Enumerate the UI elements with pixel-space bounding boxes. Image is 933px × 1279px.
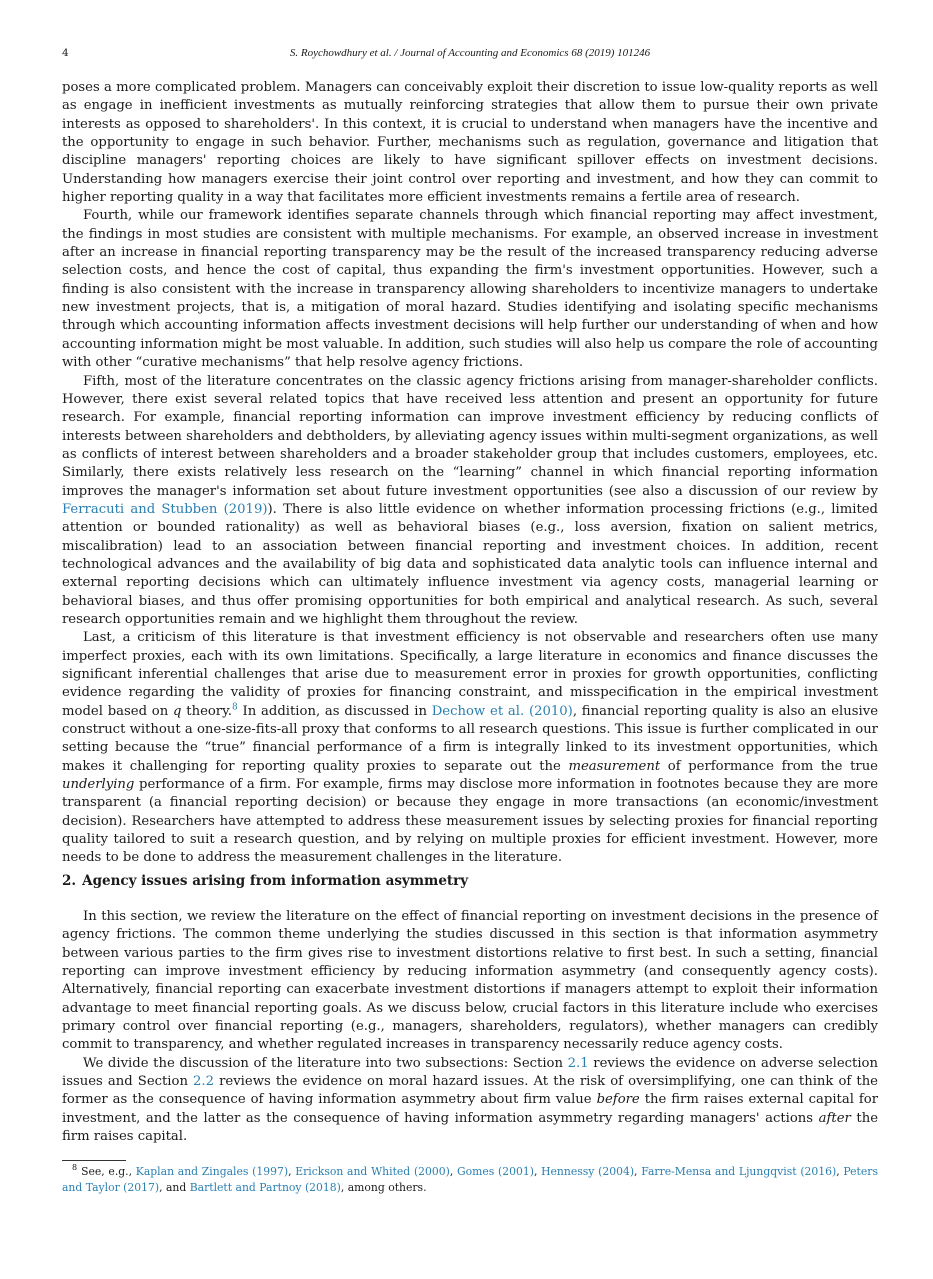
section-number: 2. xyxy=(62,873,77,889)
section-heading xyxy=(62,872,878,890)
page-header xyxy=(62,47,878,65)
section2-paragraph-1: In this section, we review the literature on the effect of financial reporting on investment decisions in the presence of agency frictions. The common theme underlying the studies discussed in this section is that information asymmetry between various parties to the firm gives rise to investment distortions relative to first best. In such a setting, financial reporting can improve investment efficiency by reducing information asymmetry (and consequently agency costs). Alternatively, financial reporting can exacerbate investment distortions if managers attempt to exploit their information advantage to meet financial reporting goals. As we discuss below, crucial factors in this literature include who exercises primary control over financial reporting (e.g., managers, shareholders, regulators), whether managers can credibly commit to transparency, and whether regulated increases in transparency necessarily reduce agency costs. xyxy=(62,909,878,1053)
citation-link-gomes[interactable]: Gomes (2001) xyxy=(457,1165,534,1178)
citation-link-hennessy[interactable]: Hennessy (2004) xyxy=(541,1165,635,1178)
section-link-2-1[interactable]: 2.1 xyxy=(567,1055,589,1071)
paragraph-fifth: Fifth, most of the literature concentrates on the classic agency frictions arising from manager-shareholder conflicts. However, there exist several related topics that have received less attention and present an opportunity for future research. For example, financial reporting information can improve investment efficiency by reducing conflicts of interests between shareholders and debtholders, by alleviating agency issues within multi-segment organizations, as well as conflicts of interest between shareholders and a broader stakeholder group that includes customers, employees, etc. Similarly, there exists relatively less research on the “learning” channel in which financial reporting information improves the manager's information set about future investment opportunities (see also a discussion of our review by Ferracuti and Stubben (2019)). There is also little evidence on whether information processing frictions (e.g., limited attention or bounded rationality) as well as behavioral biases (e.g., loss aversion, fixation on salient metrics, miscalibration) lead to an association between financial reporting and investment choices. In addition, recent technological advances and the availability of big data and sophisticated data analytic tools can influence internal and external reporting decisions which can ultimately influence investment via agency costs, managerial learning or behavioral biases, and thus offer promising opportunities for both empirical and analytical research. As such, several research opportunities remain and we highlight them throughout the review. xyxy=(62,373,879,627)
section-title: Agency issues arising from information asymmetry xyxy=(82,873,469,889)
q-italic: q xyxy=(173,703,182,719)
citation-link-bartlett[interactable]: Bartlett and Partnoy (2018) xyxy=(189,1181,341,1194)
paragraph-continued: poses a more complicated problem. Managers can conceivably exploit their discretion to issue low-quality reports as well as engage in inefficient investments as mutually reinforcing strategies that allow them to pursue their own private interests as opposed to shareholders'. In this context, it is crucial to understand when managers have the incentive and the opportunity to engage in such behavior. Further, mechanisms such as regulation, governance and litigation that discipline managers' reporting choices are likely to have significant spillover effects on investment decisions. Understanding how managers exercise their joint control over reporting and investment, and how they can commit to higher reporting quality in a way that facilitates more efficient investments remains a fertile area of research. xyxy=(62,80,878,206)
body-text-section-2 xyxy=(62,908,878,1146)
citation-link-kaplan[interactable]: Kaplan and Zingales (1997) xyxy=(135,1165,289,1178)
footnote-mark: 8 xyxy=(72,1163,78,1173)
body-text-section-1 xyxy=(62,79,878,868)
section2-paragraph-2: We divide the discussion of the literature into two subsections: Section 2.1 reviews the evidence on adverse selection issues and Section 2.2 reviews the evidence on moral hazard issues. At the risk of oversimplifying, one can think of the former as the consequence of having information asymmetry about firm value before the firm raises external capital for investment, and the latter as the consequence of having information asymmetry regarding managers' actions after the firm raises capital. xyxy=(62,1055,879,1145)
citation-link-farre-mensa[interactable]: Farre-Mensa and Ljungqvist (2016) xyxy=(641,1165,837,1178)
footnote-ref-8[interactable]: 8 xyxy=(232,702,238,713)
running-head: S. Roychowdhury et al. / Journal of Accounting and Economics 68 (2019) 101246 xyxy=(289,47,651,59)
page-number: 4 xyxy=(62,47,69,59)
paragraph-fourth: Fourth, while our framework identifies separate channels through which financial reporting may affect investment, the findings in most studies are consistent with multiple mechanisms. For example, an observed increase in investment after an increase in financial reporting transparency may be the result of the increased transparency reducing adverse selection costs, and hence the cost of capital, thus expanding the firm's investment opportunities. However, such a finding is also consistent with the increase in transparency allowing shareholders to incentivize managers to undertake new investment projects, that is, a mitigation of moral hazard. Studies identifying and isolating specific mechanisms through which accounting information affects investment decisions will help further our understanding of when and how accounting information might be most valuable. In addition, such studies will also help us compare the role of accounting with other “curative mechanisms” that help resolve agency frictions. xyxy=(62,208,878,371)
paragraph-last: Last, a criticism of this literature is that investment efficiency is not observable and researchers often use many imperfect proxies, each with its own limitations. Specifically, a large literature in economics and finance discusses the significant inferential challenges that arise due to measurement error in proxies for growth opportunities, conflicting evidence regarding the validity of proxies for financing constraint, and misspecification in the empirical investment model based on q theory.$^8$ In addition, as discussed in Dechow et al. (2010), financial reporting quality is also an elusive construct without a one-size-fits-all proxy that conforms to all research questions. This issue is further complicated in our setting because the “true” financial performance of a firm is integrally linked to its investment opportunities, which makes it challenging for reporting quality proxies to separate out the measurement of performance from the true underlying performance of a firm. For example, firms may disclose more information in footnotes because they are more transparent (a financial reporting decision) or because they engage in more transactions (an economic/investment decision). Researchers have attempted to address these measurement issues by selecting proxies for financial reporting quality tailored to suit a research question, and by relying on multiple proxies for efficient investment. However, more needs to be done to address the measurement challenges in the literature. xyxy=(62,630,878,866)
citation-link-erickson[interactable]: Erickson and Whited (2000) xyxy=(295,1165,450,1178)
footnote-divider xyxy=(62,1160,126,1161)
citation-link-ferracuti[interactable]: Ferracuti and Stubben (2019) xyxy=(62,501,268,517)
citation-link-peters[interactable]: Peters and Taylor (2017) xyxy=(62,1165,878,1194)
footnote-8: $^8$ See, e.g., Kaplan and Zingales (1997), Erickson and Whited (2000), Gomes (2001), Hennessy (2004), Farre-Mensa and Ljungqvist (2016), Peters and Taylor (2017), and Bartlett and Partnoy (2018), among others. xyxy=(62,1163,878,1194)
section-link-2-2[interactable]: 2.2 xyxy=(193,1074,215,1090)
citation-link-dechow[interactable]: Dechow et al. (2010) xyxy=(431,703,573,719)
